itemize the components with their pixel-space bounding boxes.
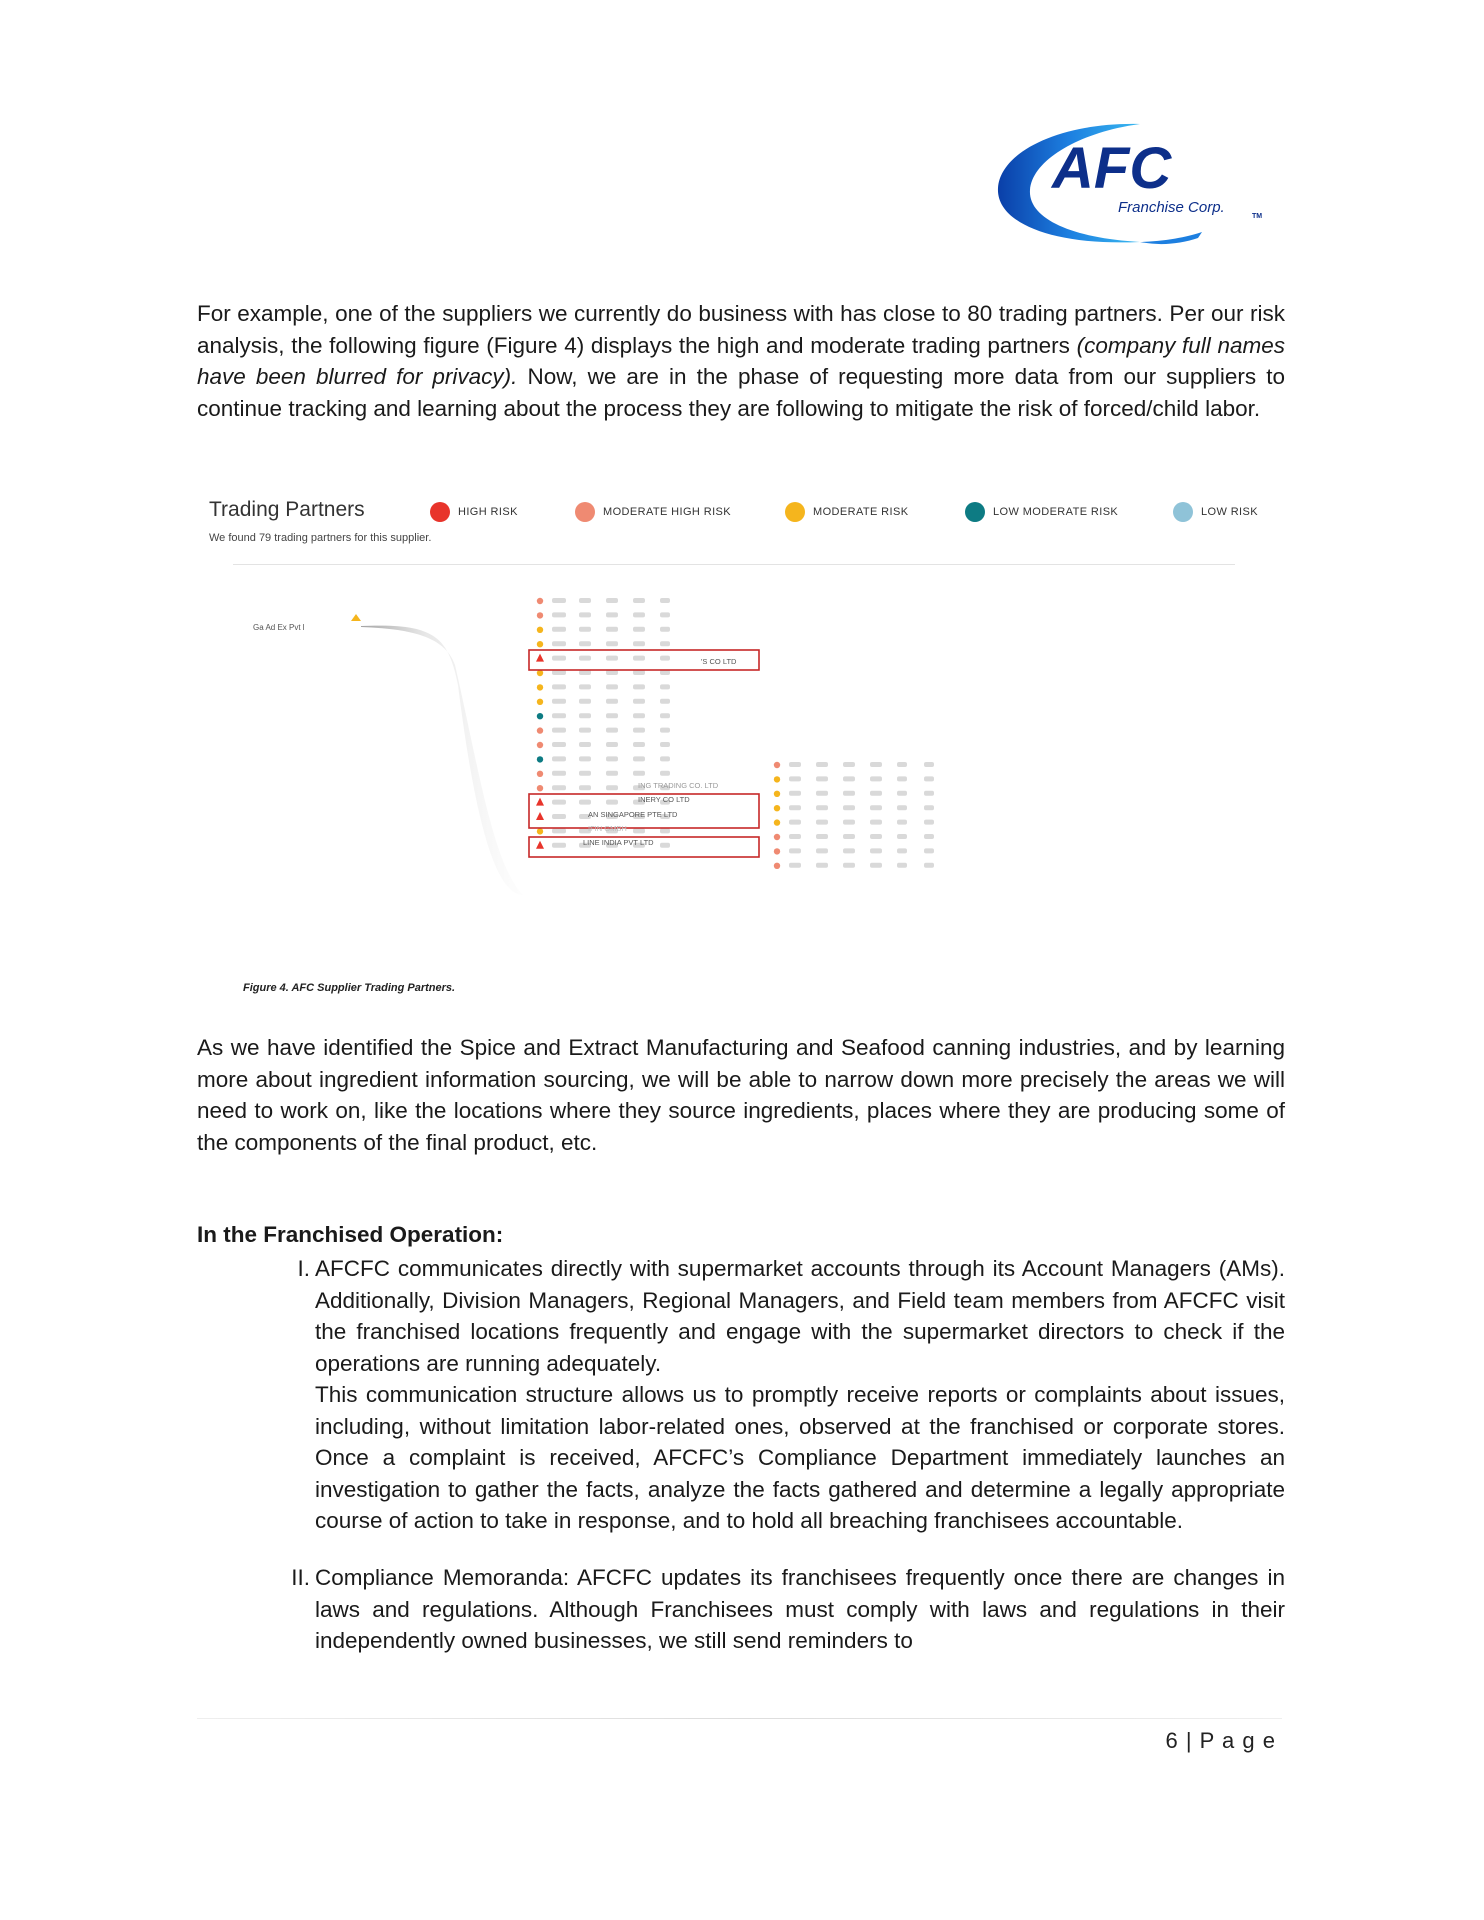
partner-risk-marker (537, 641, 543, 647)
intro-paragraph (197, 298, 1285, 424)
blurred-partner-name (552, 771, 566, 776)
partner-risk-marker (536, 654, 544, 662)
industries-paragraph: As we have identified the Spice and Extract Manufacturing and Seafood canning industries, and by learning more about ingredient information sourcing, we will be able to narrow down more precisely the areas we will need to work on, like the locations where they source ingredients, places where they are producing some of the components of the final product, etc. (197, 1035, 1285, 1155)
partner-risk-marker (537, 684, 543, 690)
blurred-partner-name (816, 863, 828, 868)
legend-dot-moderate (785, 502, 805, 522)
legend-label: LOW RISK (1201, 506, 1258, 518)
blurred-partner-name (843, 776, 855, 781)
intro-text-2: Now, we are in the phase of requesting more data from our suppliers to continue tracking and learning about the process they are following to mitigate the risk of forced/child labor. (197, 364, 1286, 421)
blurred-partner-name (789, 834, 801, 839)
figure-subtitle: We found 79 trading partners for this supplier. (209, 532, 432, 544)
blurred-partner-name (789, 776, 801, 781)
blurred-partner-name (552, 656, 566, 661)
partner-risk-marker (537, 828, 543, 834)
blurred-partner-name (552, 598, 566, 603)
intro-text-1: For example, one of the suppliers we currently do business with has close to 80 trading partners. Per our risk analysis, the following figure (Figure 4) displays the high and moderate trading partners (197, 301, 1285, 358)
blurred-partner-name (579, 771, 591, 776)
legend-moderate-risk (785, 502, 908, 522)
blurred-partner-name (924, 791, 934, 796)
partner-risk-marker (774, 848, 780, 854)
blurred-partner-name (579, 699, 591, 704)
partner-name-fragment: LINE INDIA PVT LTD (583, 838, 654, 847)
logo-tm: TM (1252, 213, 1263, 220)
blurred-partner-name (579, 728, 591, 733)
legend-low-moderate-risk (965, 502, 1118, 522)
legend-label: MODERATE RISK (813, 506, 909, 518)
blurred-partner-name (870, 863, 882, 868)
blurred-partner-name (606, 598, 618, 603)
partner-name-fragment: AN SINGAPORE PTE LTD (588, 810, 678, 819)
blurred-partner-name (816, 762, 828, 767)
partner-risk-marker (774, 834, 780, 840)
blurred-partner-name (633, 771, 645, 776)
blurred-partner-name (870, 805, 882, 810)
blurred-partner-name (843, 762, 855, 767)
blurred-partner-name (633, 713, 645, 718)
blurred-partner-name (552, 684, 566, 689)
legend-moderate-high-risk (575, 502, 731, 522)
blurred-partner-name (579, 641, 591, 646)
blurred-partner-name (660, 713, 670, 718)
blurred-partner-name (924, 805, 934, 810)
blurred-partner-name (924, 848, 934, 853)
blurred-partner-name (552, 800, 566, 805)
blurred-partner-name (897, 791, 907, 796)
blurred-partner-name (660, 684, 670, 689)
blurred-partner-name (870, 762, 882, 767)
blurred-partner-name (633, 699, 645, 704)
blurred-partner-name (552, 843, 566, 848)
blurred-partner-name (843, 863, 855, 868)
blurred-partner-name (816, 805, 828, 810)
blurred-partner-name (789, 863, 801, 868)
blurred-partner-name (660, 612, 670, 617)
partner-risk-marker (536, 841, 544, 849)
connection-fan (361, 626, 523, 895)
blurred-partner-name (924, 762, 934, 767)
blurred-partner-name (552, 828, 566, 833)
blurred-partner-name (606, 742, 618, 747)
blurred-partner-name (660, 598, 670, 603)
blurred-partner-name (843, 820, 855, 825)
list-text-continued: This communication structure allows us to promptly receive reports or complaints about issues, including, without limitation labor-related ones, observed at the franchised or corporate stores. Once a complaint is received, AFCFC’s Compliance Department immediately launches an investigation to gather the facts, analyze the facts gathered and determine a legally appropriate course of action to take in response, and to hold all breaching franchisees accountable. (315, 1382, 1285, 1533)
partner-risk-marker (537, 756, 543, 762)
blurred-partner-name (843, 805, 855, 810)
blurred-partner-name (606, 656, 618, 661)
partner-name-fragment: ING TRADING CO. LTD (638, 781, 719, 790)
blurred-partner-name (579, 598, 591, 603)
blurred-partner-name (552, 627, 566, 632)
blurred-partner-name (552, 785, 566, 790)
blurred-partner-name (633, 684, 645, 689)
blurred-partner-name (606, 612, 618, 617)
blurred-partner-name (789, 762, 801, 767)
blurred-partner-name (897, 776, 907, 781)
partner-risk-marker (774, 863, 780, 869)
blurred-partner-name (897, 762, 907, 767)
blurred-partner-name (816, 820, 828, 825)
blurred-partner-name (789, 820, 801, 825)
blurred-partner-name (606, 728, 618, 733)
blurred-partner-name (579, 612, 591, 617)
legend-low-risk (1173, 502, 1258, 522)
blurred-partner-name (843, 834, 855, 839)
footer-divider (197, 1718, 1282, 1719)
blurred-partner-name (789, 791, 801, 796)
afc-logo (990, 118, 1270, 258)
blurred-partner-name (870, 848, 882, 853)
blurred-partner-name (660, 828, 670, 833)
blurred-partner-name (552, 612, 566, 617)
partner-risk-marker (537, 627, 543, 633)
blurred-partner-name (789, 805, 801, 810)
logo-text: AFC (1052, 136, 1172, 201)
blurred-partner-name (552, 756, 566, 761)
blurred-partner-name (633, 728, 645, 733)
blurred-partner-name (816, 776, 828, 781)
list-text: Compliance Memoranda: AFCFC updates its franchisees frequently once there are changes in laws and regulations. Although Franchisees must comply with laws and regulations in their independently owned businesses, we still send reminders to (315, 1565, 1285, 1653)
blurred-partner-name (579, 713, 591, 718)
blurred-partner-name (606, 627, 618, 632)
legend-label: LOW MODERATE RISK (993, 506, 1119, 518)
list-number: II. (291, 1565, 310, 1590)
partner-risk-marker (537, 742, 543, 748)
blurred-partner-name (660, 699, 670, 704)
section-heading: In the Franchised Operation: (197, 1222, 504, 1247)
blurred-partner-name (870, 820, 882, 825)
blurred-partner-name (660, 641, 670, 646)
legend-dot-low (1173, 502, 1193, 522)
legend-label: MODERATE HIGH RISK (603, 506, 732, 518)
blurred-partner-name (870, 834, 882, 839)
blurred-partner-name (924, 820, 934, 825)
blurred-partner-name (870, 776, 882, 781)
blurred-partner-name (606, 699, 618, 704)
blurred-partner-name (816, 834, 828, 839)
blurred-partner-name (633, 828, 645, 833)
blurred-partner-name (816, 848, 828, 853)
trading-partners-tree (233, 564, 1235, 957)
legend-dot-moderate-high (575, 502, 595, 522)
blurred-partner-name (579, 800, 591, 805)
partner-risk-marker (774, 776, 780, 782)
blurred-partner-name (633, 627, 645, 632)
partner-column-2 (774, 762, 934, 869)
blurred-partner-name (606, 785, 618, 790)
root-node-label: Ga Ad Ex Pvt l (253, 623, 305, 632)
logo-subtext: Franchise Corp. (1118, 199, 1225, 216)
figure-caption (243, 982, 455, 994)
blurred-partner-name (606, 713, 618, 718)
blurred-partner-name (552, 699, 566, 704)
blurred-partner-name (660, 843, 670, 848)
partner-risk-marker (774, 791, 780, 797)
partner-risk-marker (536, 812, 544, 820)
figure-caption-text: AFC Supplier Trading Partners. (288, 982, 456, 994)
blurred-partner-name (633, 756, 645, 761)
partner-risk-marker (537, 699, 543, 705)
blurred-partner-name (660, 627, 670, 632)
blurred-partner-name (552, 728, 566, 733)
blurred-partner-name (579, 627, 591, 632)
blurred-partner-name (843, 848, 855, 853)
blurred-partner-name (843, 791, 855, 796)
legend-label: HIGH RISK (458, 506, 518, 518)
blurred-partner-name (552, 814, 566, 819)
blurred-partner-name (606, 684, 618, 689)
blurred-partner-name (660, 756, 670, 761)
blurred-partner-name (897, 805, 907, 810)
blurred-partner-name (579, 656, 591, 661)
page-number-value: 6 (1165, 1728, 1179, 1753)
blurred-partner-name (579, 785, 591, 790)
page-number (1165, 1728, 1276, 1754)
partner-risk-marker (774, 762, 780, 768)
partner-name-fragment: IFIN GMBH (588, 824, 627, 833)
blurred-partner-name (816, 791, 828, 796)
blurred-partner-name (579, 684, 591, 689)
partner-risk-marker (536, 798, 544, 806)
blurred-partner-name (633, 641, 645, 646)
figure-caption-label: Figure 4. (243, 982, 289, 994)
partner-risk-marker (537, 612, 543, 618)
blurred-partner-name (606, 641, 618, 646)
blurred-partner-name (897, 848, 907, 853)
trading-partners-figure (205, 492, 1275, 962)
blurred-partner-name (579, 742, 591, 747)
list-number: I. (297, 1256, 310, 1281)
blurred-partner-name (606, 771, 618, 776)
blurred-partner-name (789, 848, 801, 853)
blurred-partner-name (924, 834, 934, 839)
blurred-partner-name (660, 771, 670, 776)
legend-dot-high (430, 502, 450, 522)
partner-risk-marker (537, 598, 543, 604)
blurred-partner-name (552, 713, 566, 718)
blurred-partner-name (633, 656, 645, 661)
blurred-partner-name (633, 612, 645, 617)
blurred-partner-name (606, 756, 618, 761)
blurred-partner-name (633, 598, 645, 603)
page-number-separator: | (1178, 1728, 1200, 1753)
blurred-partner-name (633, 742, 645, 747)
list-text: AFCFC communicates directly with supermarket accounts through its Account Managers (AMs). Additionally, Division Managers, Regional Managers, and Field team members from AFCFC visit the franchised locations frequently and engage with the supermarket directors to check if the operations are running adequately. (315, 1256, 1285, 1376)
blurred-partner-name (552, 742, 566, 747)
blurred-partner-name (897, 820, 907, 825)
intro-text-italic: (company full names have been blurred for privacy). (197, 332, 1285, 389)
figure-title: Trading Partners (209, 498, 365, 521)
blurred-partner-name (660, 728, 670, 733)
page-word: P a g e (1199, 1728, 1276, 1753)
blurred-partner-name (897, 863, 907, 868)
partner-risk-marker (537, 771, 543, 777)
partner-risk-marker (774, 805, 780, 811)
partner-risk-marker (537, 785, 543, 791)
blurred-partner-name (924, 776, 934, 781)
partner-risk-marker (537, 713, 543, 719)
blurred-partner-name (606, 800, 618, 805)
blurred-partner-name (579, 756, 591, 761)
blurred-partner-name (870, 791, 882, 796)
partner-risk-marker (537, 727, 543, 733)
legend-high-risk (430, 502, 518, 522)
partner-name-fragment: 'S CO LTD (701, 657, 737, 666)
blurred-partner-name (660, 742, 670, 747)
root-node-icon (351, 614, 361, 621)
legend-dot-low-moderate (965, 502, 985, 522)
partner-risk-marker (774, 819, 780, 825)
blurred-partner-name (660, 656, 670, 661)
blurred-partner-name (897, 834, 907, 839)
partner-name-fragment: INERY CO LTD (638, 795, 690, 804)
blurred-partner-name (924, 863, 934, 868)
blurred-partner-name (552, 641, 566, 646)
